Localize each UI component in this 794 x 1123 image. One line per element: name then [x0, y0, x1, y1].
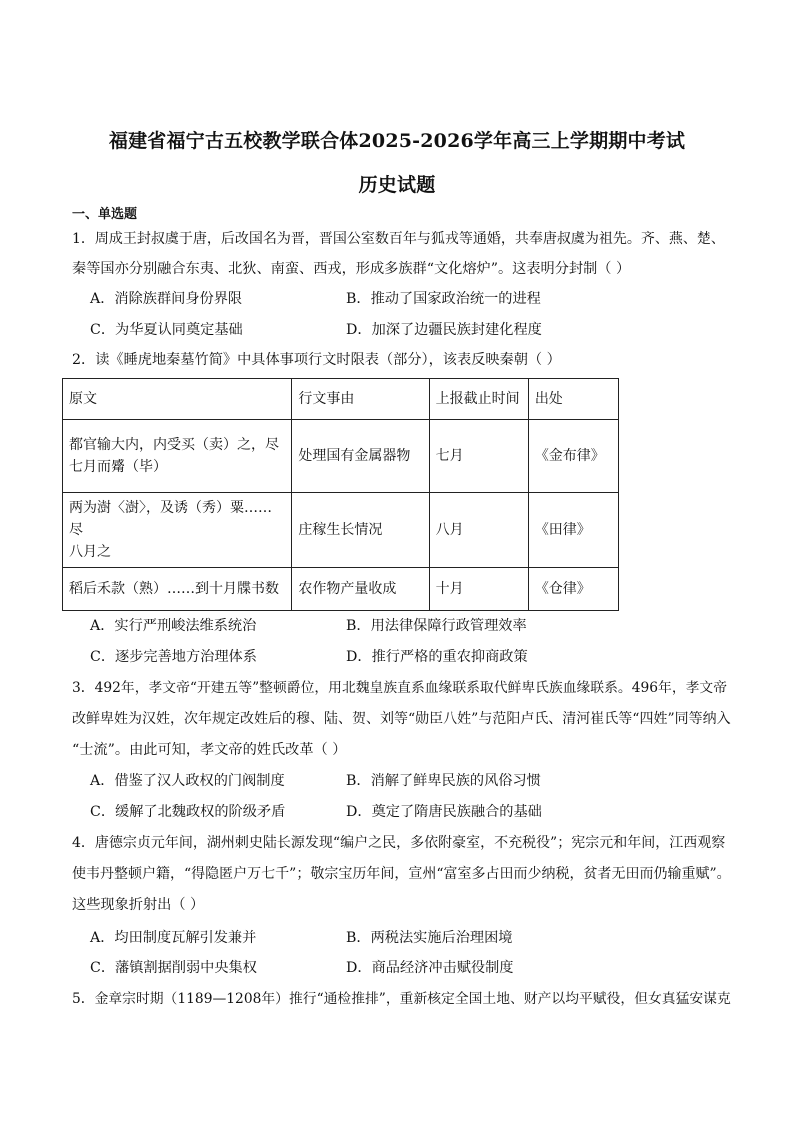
table-row: [63, 493, 619, 568]
table-cell-reason: 庄稼生长情况: [292, 493, 429, 568]
exam-subtitle: 历史试题: [358, 174, 436, 196]
q1-stem-line-2: 秦等国亦分别融合东夷、北狄、南蛮、西戎，形成多族群“文化熔炉”。这表明分封制（ ）: [72, 261, 631, 277]
table-row: [63, 568, 619, 611]
table-cell-text: [63, 420, 292, 493]
table-cell-reason: 农作物产量收成: [292, 568, 429, 611]
q2-option-b: B．用法律保障行政管理效率: [346, 618, 527, 634]
table-cell-source: 《仓律》: [528, 568, 618, 611]
q3-option-b: B．消解了鲜卑民族的风俗习惯: [346, 773, 541, 789]
q4-option-c: C．藩镇割据削弱中央集权: [90, 960, 257, 976]
q3-stem-line-1: 3．492年，孝文帝“开建五等”整顿爵位，用北魏皇族直系血缘联系取代鲜卑氏族血缘联系。496年，孝文帝: [72, 680, 728, 696]
cell-text-line: 都官输大内，内受买（卖）之，尽: [69, 437, 279, 453]
table-cell-deadline: 十月: [429, 568, 528, 611]
q3-option-d: D．奠定了隋唐民族融合的基础: [346, 804, 542, 820]
table-cell-text: 稻后禾款（熟）……到十月牒书数: [63, 568, 292, 611]
q4-stem-line-2: 使韦丹整顿户籍，“得隐匿户万七千”；敬宗宝历年间，宣州“富室多占田而少纳税，贫者无田而仍输重赋”。: [72, 866, 731, 882]
q3-stem-line-2: 改鲜卑姓为汉姓，次年规定改姓后的穆、陆、贺、刘等“勋臣八姓”与范阳卢氏、清河崔氏等“四姓”同等纳入: [72, 711, 731, 727]
cell-text-line: 两为澍〈澍〉，及诱（秀）粟……尽: [69, 500, 272, 538]
q2-option-d: D．推行严格的重农抑商政策: [346, 649, 528, 665]
q2-stem-line-1: 2．读《睡虎地秦墓竹简》中具体事项行文时限表（部分），该表反映秦朝（ ）: [72, 352, 561, 368]
q1-option-d: D．加深了边疆民族封建化程度: [346, 322, 542, 338]
table-header-cell: 上报截止时间: [429, 379, 528, 420]
table-cell-deadline: 八月: [429, 493, 528, 568]
table-cell-text: [63, 493, 292, 568]
table-header-cell: 行文事由: [292, 379, 429, 420]
q2-document-table: [62, 378, 619, 611]
exam-title: 福建省福宁古五校教学联合体2025-2026学年高三上学期期中考试: [108, 130, 686, 152]
q4-option-b: B．两税法实施后治理困境: [346, 930, 513, 946]
q1-stem-line-1: 1．周成王封叔虞于唐，后改国名为晋，晋国公室数百年与狐戎等通婚，共奉唐叔虞为祖先。齐、燕、楚、: [72, 231, 725, 247]
cell-text-line: 八月之: [69, 544, 111, 560]
table-header-cell: 出处: [528, 379, 618, 420]
table-row: [63, 420, 619, 493]
table-cell-source: 《金布律》: [528, 420, 618, 493]
q1-option-a: A．消除族群间身份界限: [90, 291, 243, 307]
q2-option-c: C．逐步完善地方治理体系: [90, 649, 257, 665]
q3-option-c: C．缓解了北魏政权的阶级矛盾: [90, 804, 286, 820]
q4-stem-line-3: 这些现象折射出（ ）: [72, 897, 205, 913]
q2-option-a: A．实行严刑峻法维系统治: [90, 618, 257, 634]
q4-option-d: D．商品经济冲击赋役制度: [346, 960, 514, 976]
cell-text-line: 七月而觱（毕）: [69, 459, 167, 475]
table-cell-deadline: 七月: [429, 420, 528, 493]
table-cell-source: 《田律》: [528, 493, 618, 568]
q3-option-a: A．借鉴了汉人政权的门阀制度: [90, 773, 285, 789]
q4-option-a: A．均田制度瓦解引发兼并: [90, 930, 257, 946]
table-header-row: [63, 379, 619, 420]
section-heading: 一、单选题: [72, 207, 138, 222]
q1-option-b: B．推动了国家政治统一的进程: [346, 291, 541, 307]
table-cell-reason: 处理国有金属器物: [292, 420, 429, 493]
q5-stem-line-1: 5．金章宗时期（1189—1208年）推行“通检推排”，重新核定全国土地、财产以均平赋役，但女真猛安谋克: [72, 991, 731, 1007]
q4-stem-line-1: 4．唐德宗贞元年间，湖州刺史陆长源发现“编户之民，多依附豪室，不充税役”；宪宗元和年间，江西观察: [72, 835, 726, 851]
q3-stem-line-3: “士流”。由此可知，孝文帝的姓氏改革（ ）: [72, 742, 347, 758]
q1-option-c: C．为华夏认同奠定基础: [90, 322, 243, 338]
table-header-cell: 原文: [63, 379, 292, 420]
